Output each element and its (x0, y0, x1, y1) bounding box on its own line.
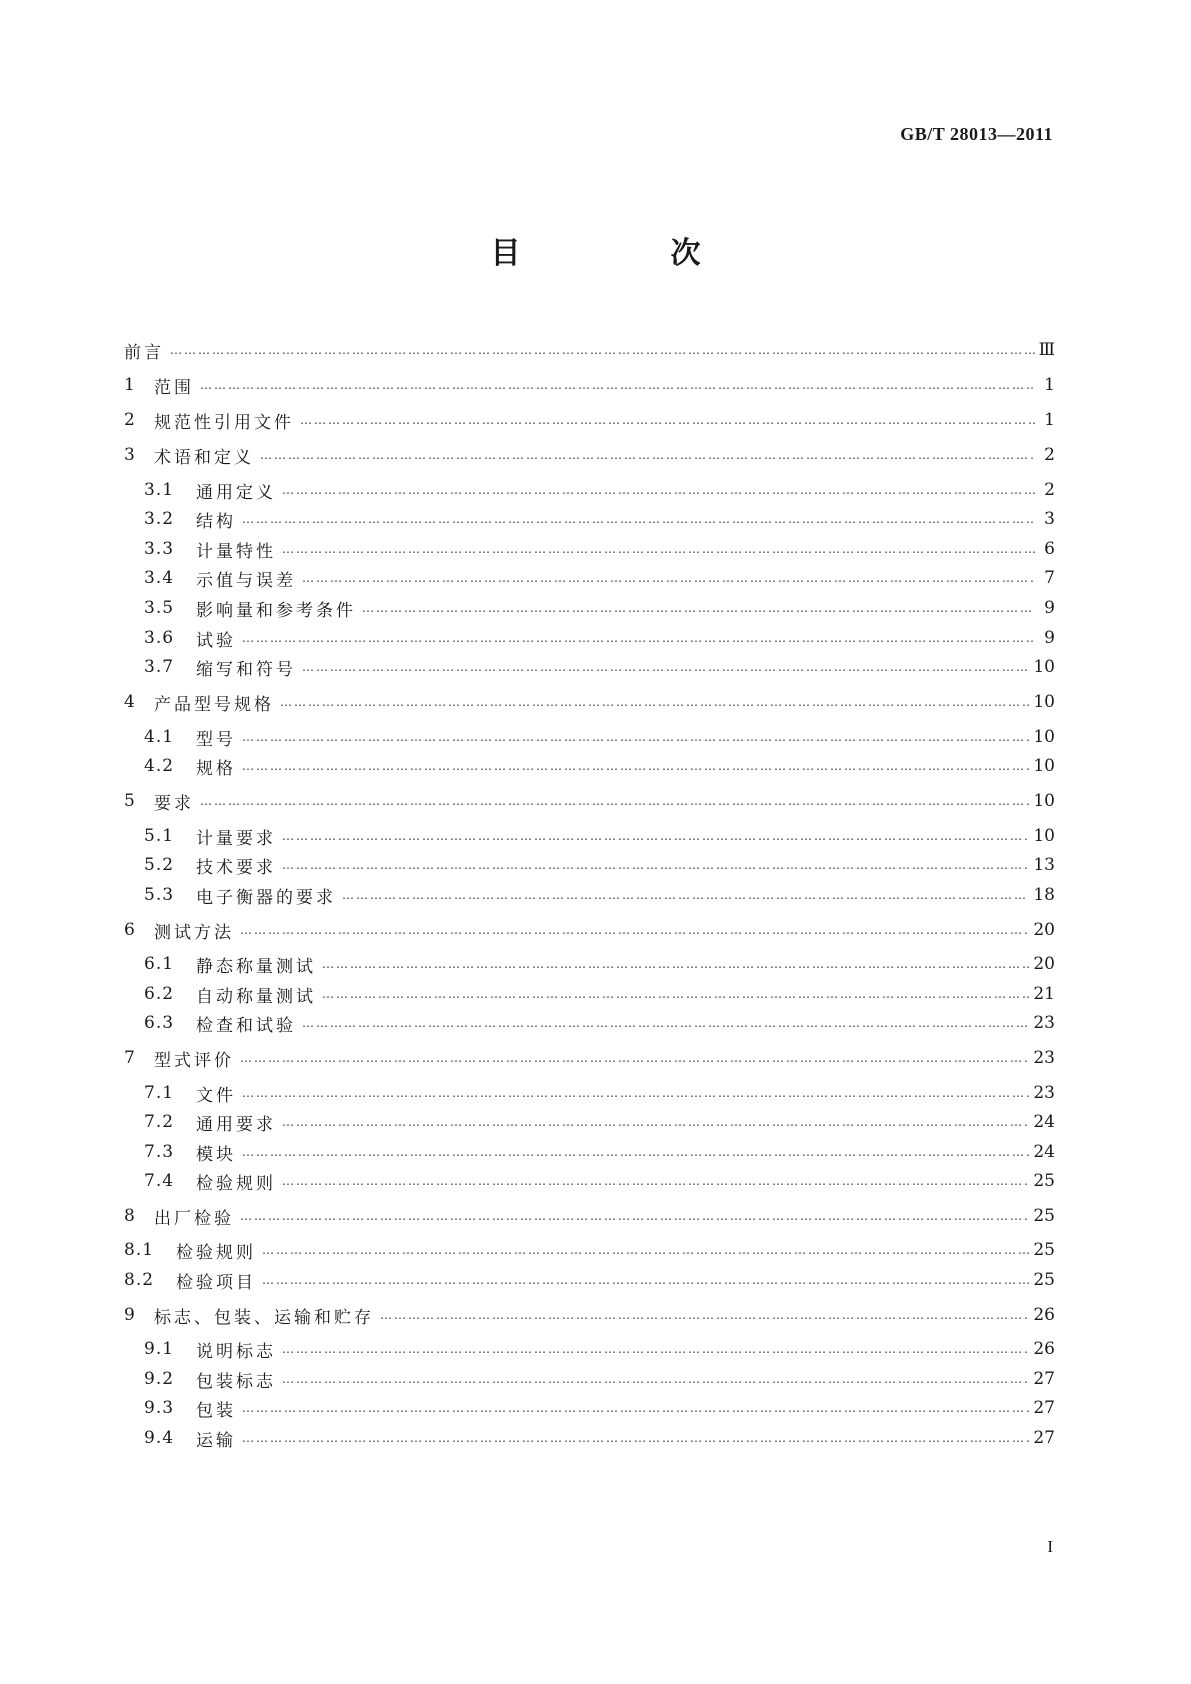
toc-leader (322, 986, 1029, 1002)
toc-entry[interactable] (144, 980, 1055, 1008)
toc-number: 9 (124, 1305, 136, 1325)
toc-number: 3 (124, 445, 136, 465)
toc-label: 范围 (154, 377, 194, 398)
toc-number: 4 (124, 692, 136, 712)
toc-number: 9.4 (144, 1428, 175, 1448)
toc-label: 结构 (196, 511, 236, 532)
toc-page: 1 (1044, 410, 1055, 430)
toc-label: 检查和试验 (196, 1015, 296, 1036)
toc-number: 3.4 (144, 568, 175, 588)
toc-entry[interactable] (144, 564, 1055, 592)
toc-leader (262, 1272, 1029, 1288)
toc-leader (380, 1307, 1029, 1323)
toc-label: 试验 (196, 630, 236, 651)
toc-entry[interactable] (144, 653, 1055, 681)
toc-number: 5.1 (144, 826, 175, 846)
toc-number: 2 (124, 410, 136, 430)
toc-leader (280, 694, 1029, 710)
page-title: 目 次 (490, 236, 761, 271)
toc-label: 出厂检验 (154, 1208, 234, 1229)
toc-leader (240, 1050, 1029, 1066)
toc-number: 9.1 (144, 1339, 175, 1359)
toc-label: 测试方法 (154, 922, 234, 943)
toc-page: 27 (1033, 1428, 1055, 1448)
toc-entry[interactable] (144, 752, 1055, 780)
toc-number: 6.2 (144, 984, 175, 1004)
toc-leader (200, 793, 1029, 809)
toc-leader (240, 1208, 1029, 1224)
toc-page: 10 (1033, 756, 1055, 776)
toc-page: 10 (1033, 727, 1055, 747)
toc-number: 3.6 (144, 628, 175, 648)
toc-leader (282, 1173, 1029, 1189)
toc-label: 静态称量测试 (196, 956, 316, 977)
toc-entry[interactable] (124, 1301, 1055, 1329)
toc-page: 1 (1044, 375, 1055, 395)
toc-number: 7.2 (144, 1112, 175, 1132)
toc-leader (242, 729, 1029, 745)
toc-number: 3.1 (144, 480, 175, 500)
toc-leader (200, 377, 1035, 393)
toc-leader (342, 887, 1029, 903)
toc-page: 10 (1033, 692, 1055, 712)
toc-leader (362, 600, 1035, 616)
toc-label: 型号 (196, 729, 236, 750)
toc-label: 运输 (196, 1430, 236, 1451)
toc-leader (262, 1242, 1029, 1258)
toc-number: 7 (124, 1048, 136, 1068)
page-number: I (1047, 1537, 1053, 1556)
toc-number: 6.3 (144, 1013, 175, 1033)
toc-entry[interactable] (144, 1335, 1055, 1363)
toc-leader (242, 1400, 1029, 1416)
toc-number: 3.7 (144, 657, 175, 677)
toc-page: 10 (1033, 826, 1055, 846)
toc-label: 自动称量测试 (196, 986, 316, 1007)
toc-entry[interactable] (144, 1167, 1055, 1195)
toc-leader (242, 758, 1029, 774)
toc-number: 9.2 (144, 1369, 175, 1389)
toc-entry[interactable] (144, 1138, 1055, 1166)
toc-number: 6.1 (144, 954, 175, 974)
toc-page: 23 (1033, 1083, 1055, 1103)
toc-label: 计量要求 (196, 828, 276, 849)
toc-leader (322, 956, 1029, 972)
toc-entry[interactable] (124, 787, 1055, 815)
toc-label: 技术要求 (196, 857, 276, 878)
toc-entry[interactable] (144, 505, 1055, 533)
toc-entry[interactable] (144, 535, 1055, 563)
toc-label: 说明标志 (196, 1341, 276, 1362)
toc-label: 型式评价 (154, 1050, 234, 1071)
toc-label: 计量特性 (196, 541, 276, 562)
toc-page: 23 (1033, 1048, 1055, 1068)
toc-page: 2 (1044, 445, 1055, 465)
toc-entry[interactable] (144, 1424, 1055, 1452)
toc-entry[interactable] (144, 1009, 1055, 1037)
toc-page: 9 (1044, 628, 1055, 648)
toc-number: 4.1 (144, 727, 175, 747)
toc-label: 电子衡器的要求 (196, 887, 336, 908)
toc-label: 包装标志 (196, 1371, 276, 1392)
toc-entry[interactable] (124, 1266, 1055, 1294)
toc-number: 7.4 (144, 1171, 175, 1191)
toc-page: 25 (1033, 1206, 1055, 1226)
toc-entry[interactable] (144, 851, 1055, 879)
toc-entry[interactable] (144, 723, 1055, 751)
toc-page: 20 (1033, 920, 1055, 940)
toc-number: 5.3 (144, 885, 175, 905)
toc-number: 3.2 (144, 509, 175, 529)
toc-leader (170, 342, 1035, 358)
toc-leader (240, 922, 1029, 938)
toc-entry[interactable] (124, 441, 1055, 469)
toc-entry[interactable] (144, 594, 1055, 622)
toc-page: 10 (1033, 657, 1055, 677)
toc-entry[interactable] (124, 1202, 1055, 1230)
toc-number: 8.1 (124, 1240, 155, 1260)
standard-number: GB/T 28013—2011 (900, 124, 1053, 144)
toc-page: Ⅲ (1038, 340, 1055, 360)
toc-leader (282, 1371, 1029, 1387)
toc-entry[interactable] (124, 371, 1055, 399)
toc-entry[interactable] (144, 1394, 1055, 1422)
toc-entry[interactable] (124, 916, 1055, 944)
toc-label: 前言 (124, 342, 164, 363)
toc-label: 示值与误差 (196, 570, 296, 591)
toc-label: 缩写和符号 (196, 659, 296, 680)
toc-leader (282, 541, 1035, 557)
toc-number: 1 (124, 375, 136, 395)
toc-leader (242, 511, 1035, 527)
toc-leader (282, 482, 1035, 498)
toc-entry[interactable] (144, 1108, 1055, 1136)
toc-number: 9.3 (144, 1398, 175, 1418)
toc-label: 检验规则 (196, 1173, 276, 1194)
toc-entry[interactable] (144, 881, 1055, 909)
toc-leader (302, 570, 1035, 586)
toc-page: 21 (1033, 984, 1055, 1004)
toc-leader (242, 630, 1035, 646)
toc-label: 模块 (196, 1144, 236, 1165)
toc-page: 9 (1044, 598, 1055, 618)
toc-leader (260, 447, 1035, 463)
toc-number: 7.1 (144, 1083, 175, 1103)
toc-entry[interactable] (144, 624, 1055, 652)
toc-leader (300, 412, 1035, 428)
toc-page: 27 (1033, 1369, 1055, 1389)
toc-label: 检验规则 (176, 1242, 256, 1263)
toc-page: 26 (1033, 1339, 1055, 1359)
toc-page: 25 (1033, 1270, 1055, 1290)
toc-page: 20 (1033, 954, 1055, 974)
toc-page: 18 (1033, 885, 1055, 905)
toc-entry[interactable] (144, 1079, 1055, 1107)
toc-page: 25 (1033, 1240, 1055, 1260)
toc-number: 6 (124, 920, 136, 940)
toc-leader (242, 1085, 1029, 1101)
toc-leader (282, 1114, 1029, 1130)
toc-page: 2 (1044, 480, 1055, 500)
toc-leader (282, 828, 1029, 844)
toc-label: 产品型号规格 (154, 694, 274, 715)
toc-label: 规范性引用文件 (154, 412, 294, 433)
toc-page: 10 (1033, 791, 1055, 811)
toc-page: 3 (1044, 509, 1055, 529)
toc-label: 术语和定义 (154, 447, 254, 468)
toc-number: 7.3 (144, 1142, 175, 1162)
toc-leader (282, 857, 1029, 873)
toc-number: 3.5 (144, 598, 175, 618)
toc-entry[interactable] (124, 688, 1055, 716)
toc-page: 7 (1044, 568, 1055, 588)
toc-page: 23 (1033, 1013, 1055, 1033)
toc-number: 3.3 (144, 539, 175, 559)
toc-page: 6 (1044, 539, 1055, 559)
toc-leader (302, 659, 1029, 675)
toc-leader (282, 1341, 1029, 1357)
toc-label: 标志、包装、运输和贮存 (154, 1307, 374, 1328)
toc-entry[interactable] (144, 950, 1055, 978)
toc-entry[interactable] (144, 1365, 1055, 1393)
toc-page: 27 (1033, 1398, 1055, 1418)
toc-entry[interactable] (144, 476, 1055, 504)
toc-label: 影响量和参考条件 (196, 600, 356, 621)
toc-entry[interactable] (124, 1044, 1055, 1072)
toc-label: 文件 (196, 1085, 236, 1106)
toc-entry[interactable] (124, 336, 1055, 364)
toc-leader (242, 1430, 1029, 1446)
toc-leader (302, 1015, 1029, 1031)
toc-label: 规格 (196, 758, 236, 779)
toc-number: 5.2 (144, 855, 175, 875)
toc-number: 8.2 (124, 1270, 155, 1290)
toc-entry[interactable] (124, 406, 1055, 434)
toc-page: 13 (1033, 855, 1055, 875)
toc-page: 24 (1033, 1142, 1055, 1162)
toc-number: 5 (124, 791, 136, 811)
toc-label: 包装 (196, 1400, 236, 1421)
toc-page: 24 (1033, 1112, 1055, 1132)
toc-page: 25 (1033, 1171, 1055, 1191)
toc-entry[interactable] (144, 822, 1055, 850)
toc-number: 4.2 (144, 756, 175, 776)
toc-label: 通用定义 (196, 482, 276, 503)
toc-label: 检验项目 (176, 1272, 256, 1293)
toc-label: 要求 (154, 793, 194, 814)
toc-leader (242, 1144, 1029, 1160)
toc-label: 通用要求 (196, 1114, 276, 1135)
toc-number: 8 (124, 1206, 136, 1226)
toc-entry[interactable] (124, 1236, 1055, 1264)
toc-page: 26 (1033, 1305, 1055, 1325)
